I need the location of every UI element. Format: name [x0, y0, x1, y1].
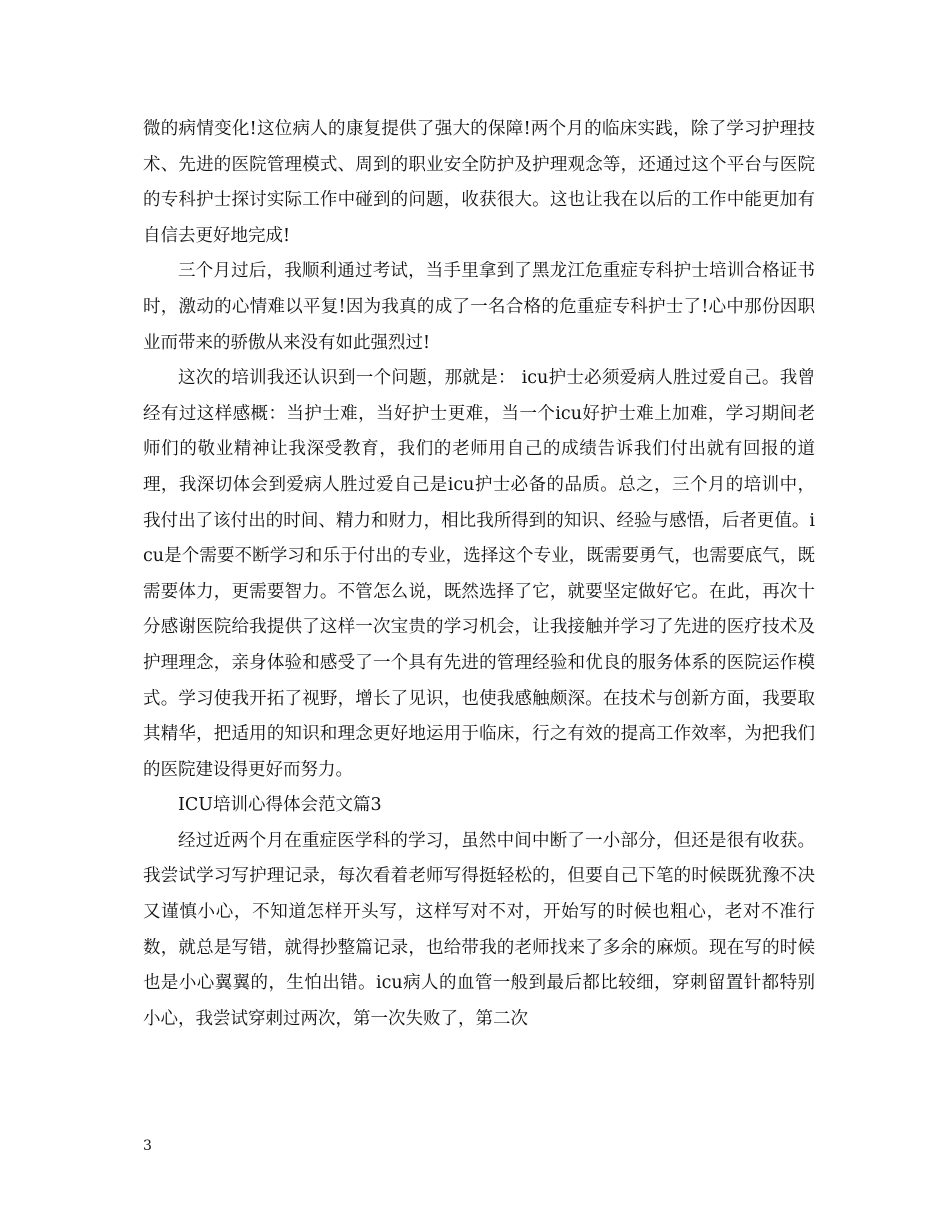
section-heading: ICU培训心得体会范文篇3 — [178, 795, 382, 816]
paragraph-essay-3: 经过近两个月在重症医学科的学习，虽然中间中断了一小部分，但还是很有收获。我尝试学习写护理记录，每次看着老师写得挺轻松的，但要自己下笔的时候既犹豫不决又谨慎小心，不知道怎样开头写，这样写对不对，开始写的时候也粗心，老对不准行数，就总是写错，就得抄整篇记录，也给带我的老师找来了多余的麻烦。现在写的时候也是小心翼翼的，生怕出错。icu病人的血管一般到最后都比较细，穿刺留置针都特别小心，我尝试穿刺过两次，第一次失败了，第二次 — [143, 830, 815, 1029]
paragraph-continuation: 微的病情变化!这位病人的康复提供了强大的保障!两个月的临床实践，除了学习护理技术、先进的医院管理模式、周到的职业安全防护及护理观念等，还通过这个平台与医院的专科护士探讨实际工作中碰到的问题，收获很大。这也让我在以后的工作中能更加有自信去更好地完成! — [143, 119, 815, 246]
paragraph-certificate: 三个月过后，我顺利通过考试，当手里拿到了黑龙江危重症专科护士培训合格证书时，激动的心情难以平复!因为我真的成了一名合格的危重症专科护士了!心中那份因职业而带来的骄傲从来没有如此强烈过! — [143, 261, 815, 353]
page-number: 3 — [143, 1138, 152, 1154]
paragraph-training-reflection: 这次的培训我还认识到一个问题，那就是： icu护士必须爱病人胜过爱自己。我曾经有过这样感概：当护士难，当好护士更难，当一个icu好护士难上加难，学习期间老师们的敬业精神让我深受教育，我们的老师用自己的成绩告诉我们付出就有回报的道理，我深切体会到爱病人胜过爱自己是icu护士必备的品质。总之，三个月的培训中，我付出了该付出的时间、精力和财力，相比我所得到的知识、经验与感悟，后者更值。icu是个需要不断学习和乐于付出的专业，选择这个专业，既需要勇气，也需要底气，既需要体力，更需要智力。不管怎么说，既然选择了它，就要坚定做好它。在此，再次十分感谢医院给我提供了这样一次宝贵的学习机会，让我接触并学习了先进的医疗技术及护理理念，亲身体验和感受了一个具有先进的管理经验和优良的服务体系的医院运作模式。学习使我开拓了视野，增长了见识，也使我感触颇深。在技术与创新方面，我要取其精华，把适用的知识和理念更好地运用于临床，行之有效的提高工作效率，为把我们的医院建设得更好而努力。 — [143, 368, 815, 780]
body-text — [143, 112, 815, 1037]
